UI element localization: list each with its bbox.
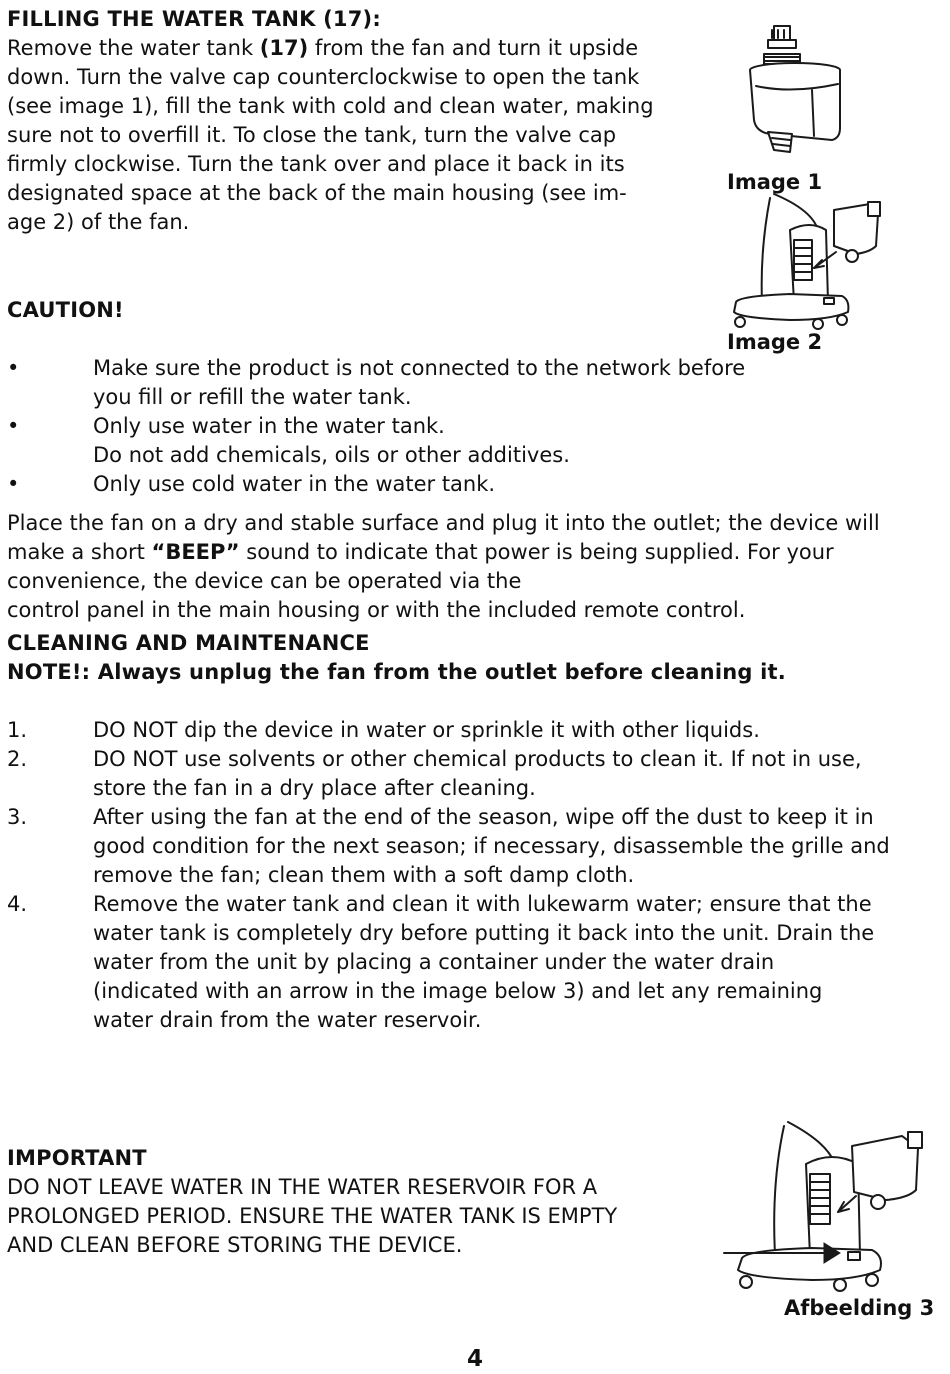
- filling-line: designated space at the back of the main housing (see im-: [7, 181, 627, 205]
- placement-line: convenience, the device can be operated via the: [7, 569, 522, 593]
- filling-line: down. Turn the valve cap counterclockwise to open the tank: [7, 65, 640, 89]
- fan-tank-insert-illustration: [730, 190, 890, 340]
- page-number: 4: [466, 1346, 483, 1372]
- valve-cap-shape: [774, 26, 790, 40]
- filling-line: age 2) of the fan.: [7, 210, 190, 234]
- cleaning-line: water tank is completely dry before putting it back into the unit. Drain the: [93, 921, 875, 945]
- placement-line: control panel in the main housing or with the included remote control.: [7, 598, 746, 622]
- filling-text: Remove the water tank: [7, 36, 260, 60]
- caution-list: [0, 354, 950, 500]
- water-tank-illustration: [740, 20, 860, 170]
- bullet-mark: •: [7, 472, 20, 496]
- fan-drain-illustration: [722, 1120, 932, 1295]
- tank-ref: (17): [259, 36, 309, 60]
- important-paragraph: [7, 1173, 717, 1260]
- caution-line: you fill or refill the water tank.: [93, 385, 412, 409]
- important-line: DO NOT LEAVE WATER IN THE WATER RESERVOIR FOR A: [7, 1175, 598, 1199]
- caution-line: Make sure the product is not connected to the network before: [93, 356, 746, 380]
- cleaning-line: water from the unit by placing a container under the water drain: [93, 950, 775, 974]
- bullet-mark: •: [7, 414, 20, 438]
- filling-text: from the fan and turn it upside: [308, 36, 639, 60]
- filling-line: sure not to overfill it. To close the tank, turn the valve cap: [7, 123, 617, 147]
- list-item: [93, 716, 933, 745]
- list-item: [93, 412, 933, 470]
- filling-line: (see image 1), fill the tank with cold and clean water, making: [7, 94, 654, 118]
- item-number: 2.: [7, 747, 28, 771]
- cleaning-line: store the fan in a dry place after cleaning.: [93, 776, 536, 800]
- image-2-caption: Image 2: [727, 330, 823, 354]
- item-number: 3.: [7, 805, 28, 829]
- list-item: [93, 470, 933, 499]
- list-item: [93, 745, 933, 803]
- caution-line: Only use water in the water tank.: [93, 414, 445, 438]
- important-line: PROLONGED PERIOD. ENSURE THE WATER TANK IS EMPTY: [7, 1204, 618, 1228]
- cleaning-title: CLEANING AND MAINTENANCE: [7, 631, 370, 655]
- placement-text: make a short: [7, 540, 152, 564]
- item-number: 1.: [7, 718, 28, 742]
- section-title-filling: FILLING THE WATER TANK (17):: [7, 7, 381, 31]
- cleaning-note: NOTE!: Always unplug the fan from the outlet before cleaning it.: [7, 660, 786, 684]
- image-1-caption: Image 1: [727, 170, 823, 194]
- cleaning-line: DO NOT use solvents or other chemical products to clean it. If not in use,: [93, 747, 862, 771]
- filling-paragraph: [7, 34, 707, 237]
- item-number: 4.: [7, 892, 28, 916]
- important-line: AND CLEAN BEFORE STORING THE DEVICE.: [7, 1233, 463, 1257]
- caution-line: Only use cold water in the water tank.: [93, 472, 496, 496]
- beep-word: “BEEP”: [151, 540, 240, 564]
- cleaning-line: Remove the water tank and clean it with lukewarm water; ensure that the: [93, 892, 872, 916]
- list-item: [93, 803, 933, 890]
- caution-title: CAUTION!: [7, 298, 124, 322]
- cleaning-line: water drain from the water reservoir.: [93, 1008, 482, 1032]
- caution-line: Do not add chemicals, oils or other additives.: [93, 443, 570, 467]
- placement-line: Place the fan on a dry and stable surface and plug it into the outlet; the device will: [7, 511, 880, 535]
- placement-text: sound to indicate that power is being supplied. For your: [239, 540, 834, 564]
- bullet-mark: •: [7, 356, 20, 380]
- cleaning-list: [0, 716, 950, 1036]
- cleaning-line: remove the fan; clean them with a soft damp cloth.: [93, 863, 635, 887]
- cleaning-line: (indicated with an arrow in the image below 3) and let any remaining: [93, 979, 823, 1003]
- placement-paragraph: [7, 509, 942, 625]
- filling-line: firmly clockwise. Turn the tank over and place it back in its: [7, 152, 625, 176]
- placement-line: [7, 538, 942, 567]
- filling-line: [7, 34, 707, 63]
- image-3-caption: Afbeelding 3: [784, 1296, 935, 1320]
- cleaning-line: good condition for the next season; if necessary, disassemble the grille and: [93, 834, 890, 858]
- cleaning-line: After using the fan at the end of the season, wipe off the dust to keep it in: [93, 805, 874, 829]
- list-item: [93, 890, 933, 1035]
- list-item: [93, 354, 933, 412]
- important-title: IMPORTANT: [7, 1146, 147, 1170]
- cleaning-line: DO NOT dip the device in water or sprinkle it with other liquids.: [93, 718, 760, 742]
